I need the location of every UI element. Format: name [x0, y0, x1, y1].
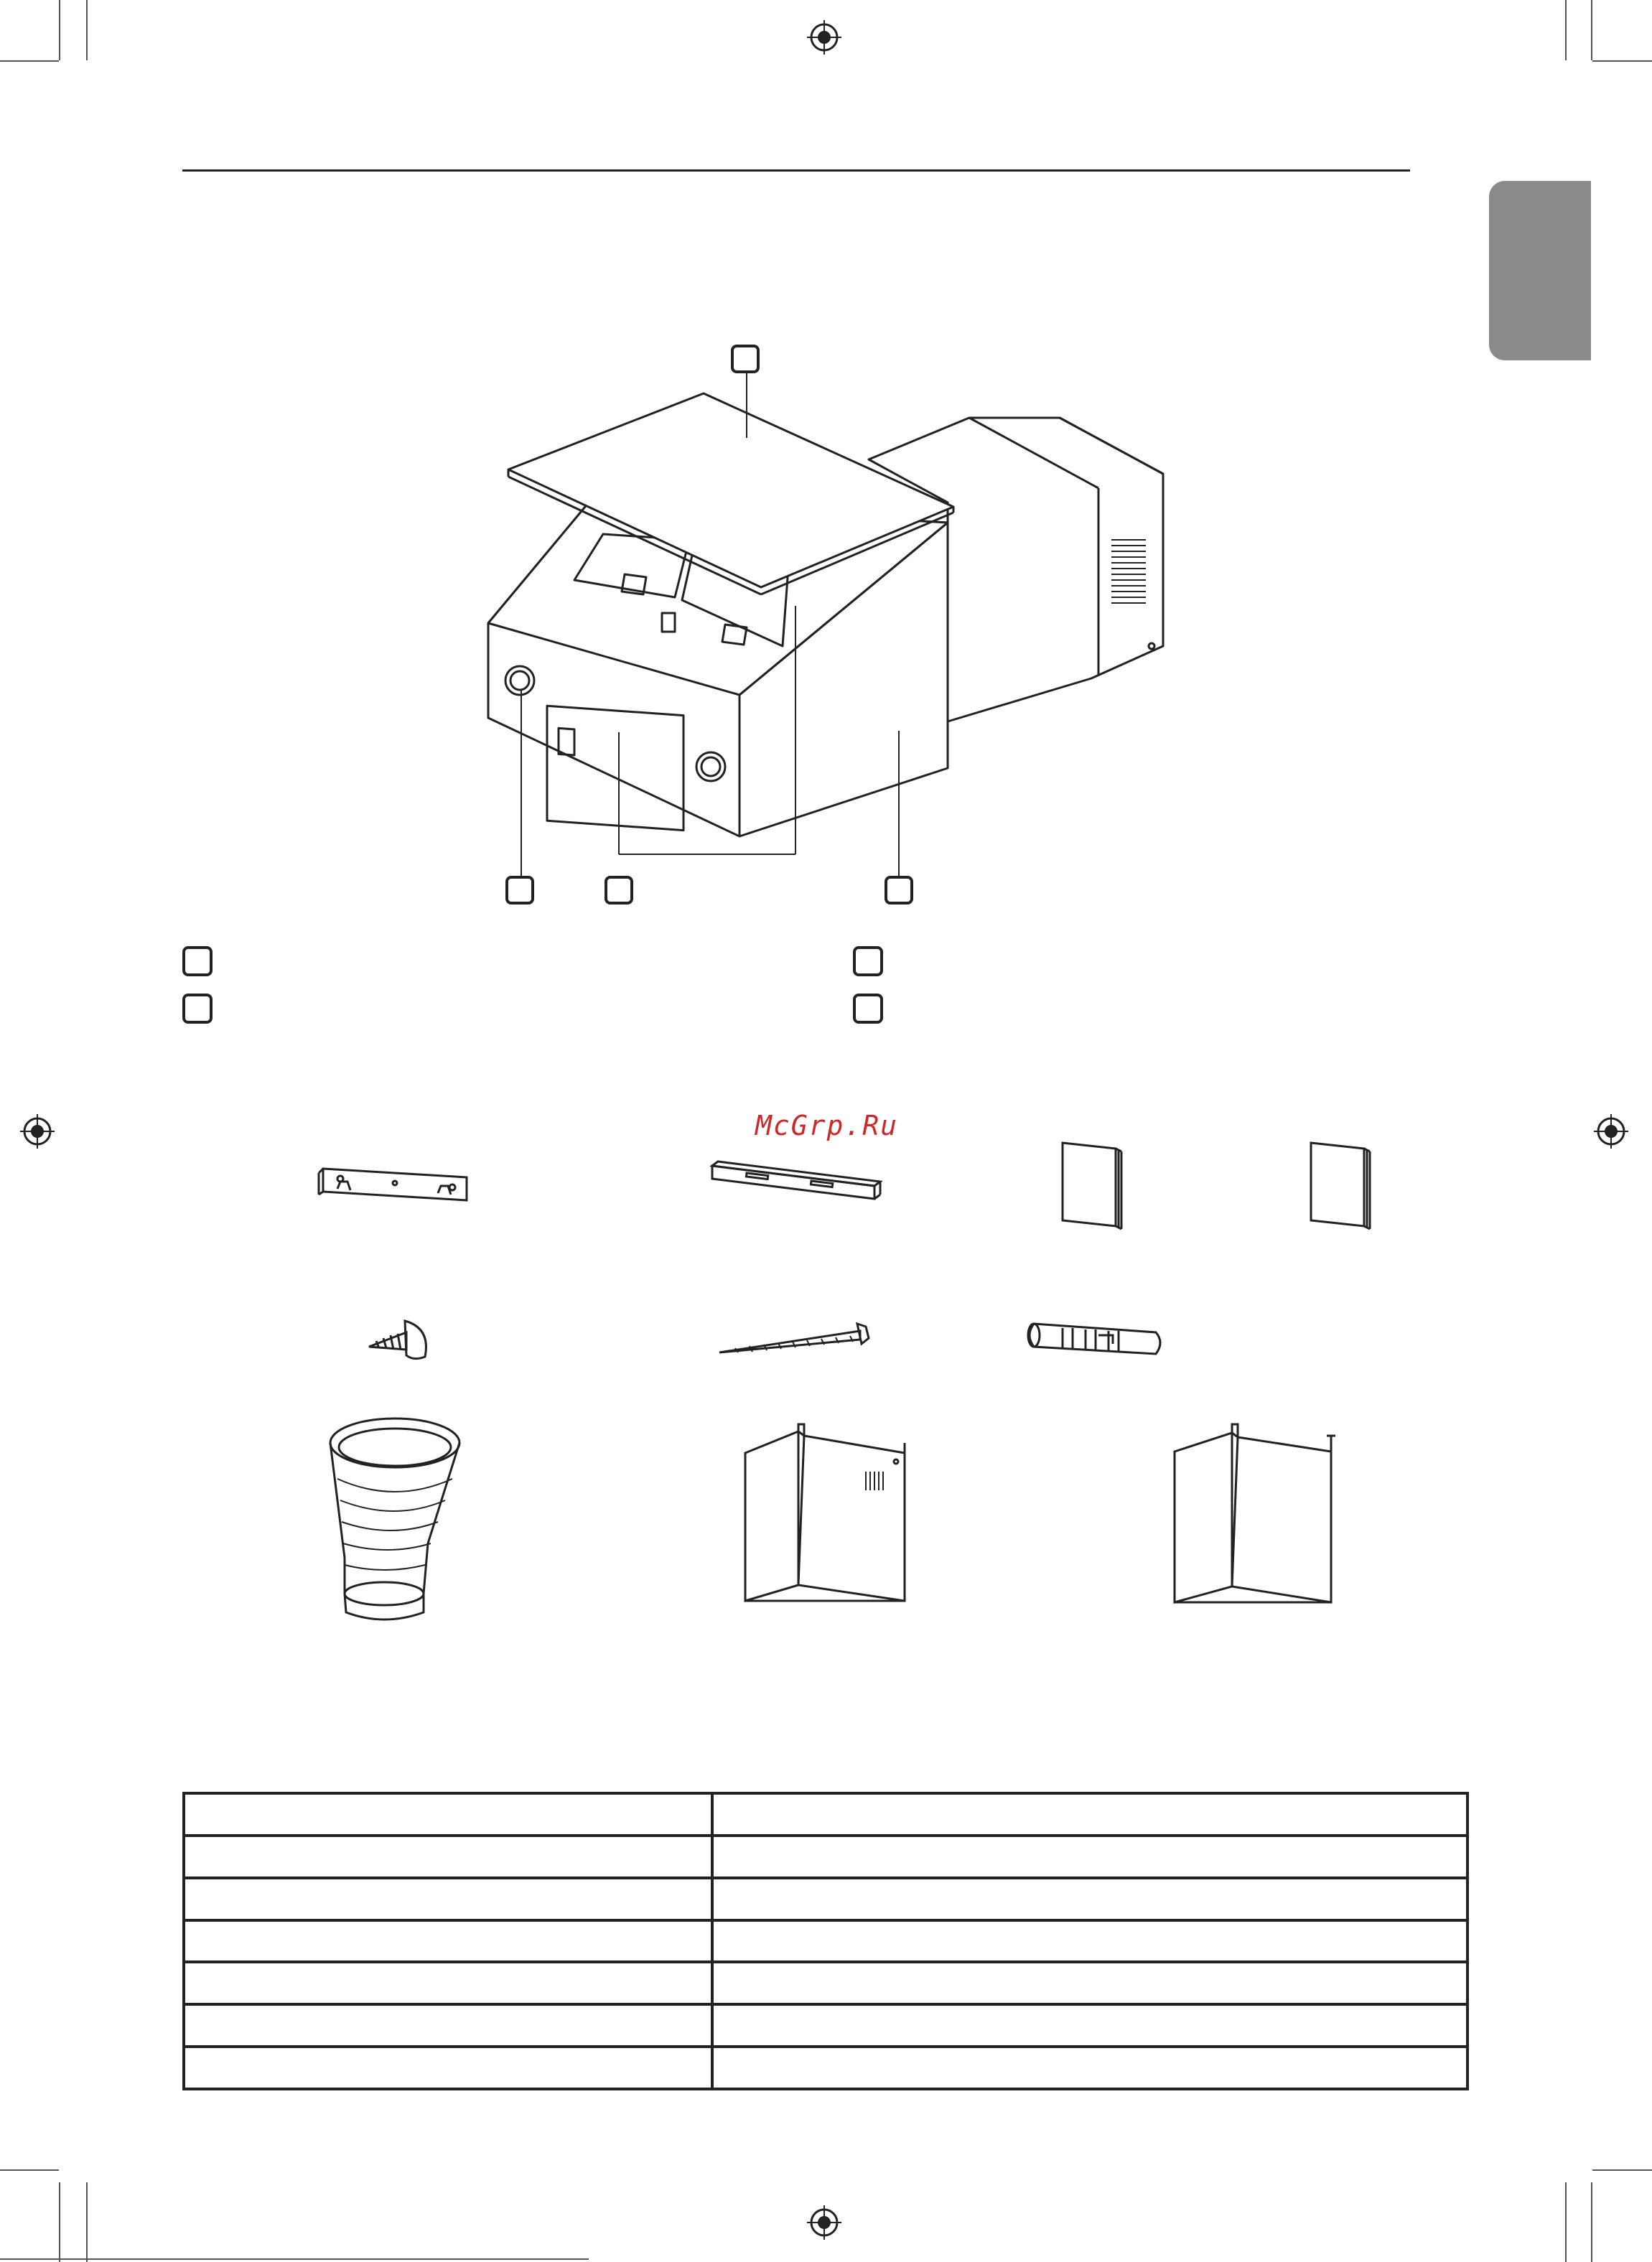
spec-table: [182, 1792, 1469, 2090]
crop-mark: [0, 2258, 589, 2260]
callout-left-knob: [505, 876, 534, 905]
screw-short-icon: [359, 1314, 438, 1371]
crop-mark: [1565, 2182, 1567, 2262]
manual-booklet-icon: [1058, 1139, 1130, 1232]
crop-mark: [86, 0, 88, 60]
registration-mark-icon: [807, 20, 841, 55]
crop-mark: [1592, 2169, 1652, 2171]
range-hood-illustration: [474, 388, 1192, 847]
wall-plug-icon: [1019, 1314, 1170, 1371]
table-cell: [184, 1962, 712, 2004]
table-cell: [184, 2004, 712, 2047]
mounting-rail-icon: [704, 1159, 883, 1209]
table-row: [184, 1962, 1467, 2004]
manual-booklet-icon: [1307, 1139, 1378, 1232]
screw-long-icon: [714, 1319, 879, 1363]
chimney-cover-vented-icon: [732, 1421, 926, 1615]
legend-box-2: [182, 994, 213, 1024]
table-row: [184, 1836, 1467, 1878]
table-cell: [184, 1878, 712, 1920]
table-cell: [712, 1920, 1467, 1963]
table-cell: [712, 2047, 1467, 2089]
table-cell: [712, 1793, 1467, 1836]
registration-mark-icon: [807, 2205, 841, 2240]
crop-mark: [86, 2182, 88, 2262]
watermark: McGrp.Ru: [755, 1110, 899, 1141]
registration-mark-icon: [1594, 1114, 1628, 1149]
duct-adapter-icon: [316, 1414, 474, 1630]
table-cell: [712, 1836, 1467, 1878]
table-cell: [712, 2004, 1467, 2047]
crop-mark: [1565, 0, 1567, 60]
table-cell: [184, 1793, 712, 1836]
crop-mark: [59, 2182, 60, 2262]
crop-mark: [0, 60, 59, 62]
crop-mark: [1592, 60, 1652, 62]
crop-mark: [59, 0, 60, 60]
crop-mark: [0, 2169, 59, 2171]
header-rule: [182, 169, 1410, 172]
legend-box-1: [182, 946, 213, 976]
table-row: [184, 1920, 1467, 1963]
legend-box-3: [853, 946, 883, 976]
legend-box-4: [853, 994, 883, 1024]
wall-bracket-icon: [316, 1163, 474, 1206]
crop-mark: [1591, 0, 1592, 60]
callout-hood-body: [885, 876, 913, 905]
callout-control-display: [605, 876, 633, 905]
table-cell: [712, 1878, 1467, 1920]
table-row: [184, 1793, 1467, 1836]
chimney-cover-icon: [1163, 1421, 1343, 1615]
table-row: [184, 2004, 1467, 2047]
table-cell: [712, 1962, 1467, 2004]
table-row: [184, 1878, 1467, 1920]
table-cell: [184, 1836, 712, 1878]
callout-top-glass-panel: [731, 345, 760, 373]
table-cell: [184, 2047, 712, 2089]
table-row: [184, 2047, 1467, 2089]
registration-mark-icon: [20, 1114, 55, 1149]
section-tab: [1489, 181, 1591, 360]
crop-mark: [1591, 2182, 1592, 2262]
table-cell: [184, 1920, 712, 1963]
